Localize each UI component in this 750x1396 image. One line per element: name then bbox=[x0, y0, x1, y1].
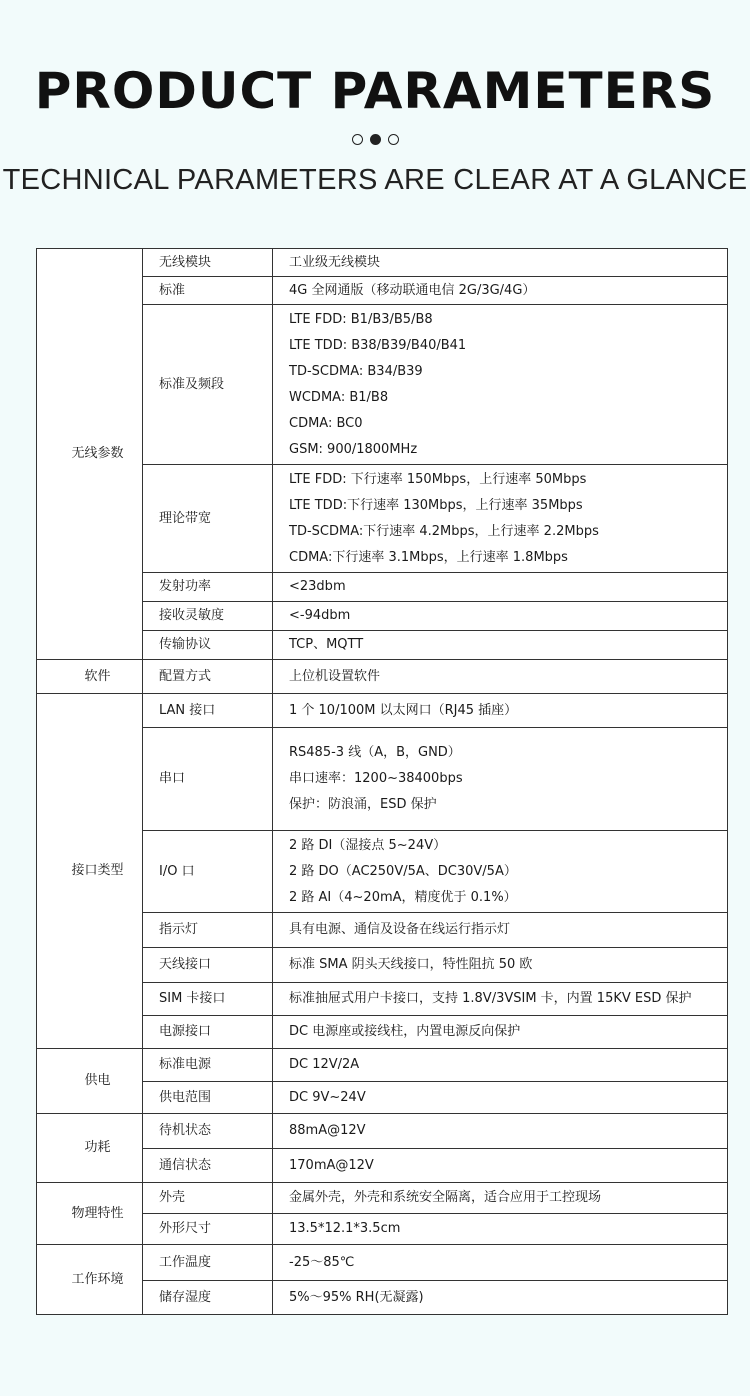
param-value-line: 1 个 10/100M 以太网口（RJ45 插座） bbox=[289, 702, 518, 718]
param-value-line: TD-SCDMA: B34/B39 bbox=[289, 363, 423, 379]
page-subtitle: TECHNICAL PARAMETERS ARE CLEAR AT A GLANCE bbox=[2, 164, 748, 196]
param-value-line: 标准抽屉式用户卡接口，支持 1.8V/3VSIM 卡，内置 15KV ESD 保护 bbox=[289, 991, 692, 1006]
param-name-cell: 配置方式 bbox=[143, 660, 273, 694]
param-value-line: 保护：防浪涌，ESD 保护 bbox=[289, 797, 437, 812]
param-name-cell: 标准及频段 bbox=[143, 305, 273, 465]
param-value-line: 金属外壳，外壳和系统安全隔离，适合应用于工控现场 bbox=[289, 1190, 602, 1205]
param-name-cell: 天线接口 bbox=[143, 948, 273, 983]
param-value-line: TCP、MQTT bbox=[289, 637, 364, 652]
param-value-line: LTE FDD: 下行速率 150Mbps，上行速率 50Mbps bbox=[289, 471, 587, 487]
param-value-cell bbox=[273, 1082, 728, 1114]
param-value-cell bbox=[273, 983, 728, 1016]
table-row bbox=[37, 1114, 728, 1149]
param-value-line: 13.5*12.1*3.5cm bbox=[289, 1221, 401, 1236]
param-value-line: 上位机设置软件 bbox=[289, 668, 381, 684]
param-name-cell: 通信状态 bbox=[143, 1149, 273, 1183]
param-value-line: 2 路 DO（AC250V/5A、DC30V/5A） bbox=[289, 863, 517, 879]
page-title: PRODUCT PARAMETERS bbox=[34, 62, 716, 120]
param-value-line: LTE TDD:下行速率 130Mbps，上行速率 35Mbps bbox=[289, 497, 583, 513]
param-value-line: DC 12V/2A bbox=[289, 1057, 360, 1072]
table-row bbox=[37, 249, 728, 277]
param-name-cell: I/O 口 bbox=[143, 831, 273, 913]
param-value-cell bbox=[273, 1016, 728, 1049]
param-value-line: CDMA: BC0 bbox=[289, 415, 363, 431]
category-cell: 物理特性 bbox=[37, 1183, 143, 1245]
param-value-line: 88mA@12V bbox=[289, 1123, 366, 1138]
param-value-line: 串口速率：1200~38400bps bbox=[289, 771, 463, 786]
param-value-line: RS485-3 线（A，B，GND） bbox=[289, 745, 461, 760]
param-value-line: TD-SCDMA:下行速率 4.2Mbps，上行速率 2.2Mbps bbox=[289, 523, 599, 539]
param-value-line: 4G 全网通版（移动联通电信 2G/3G/4G） bbox=[289, 282, 536, 298]
param-value-line: 工业级无线模块 bbox=[289, 254, 381, 270]
param-value-cell bbox=[273, 660, 728, 694]
param-value-line: LTE TDD: B38/B39/B40/B41 bbox=[289, 337, 467, 353]
param-value-cell bbox=[273, 831, 728, 913]
param-value-cell bbox=[273, 305, 728, 465]
param-name-cell: 无线模块 bbox=[143, 249, 273, 277]
param-name-cell: SIM 卡接口 bbox=[143, 983, 273, 1016]
param-value-line: <-94dbm bbox=[289, 608, 351, 623]
param-name-cell: 外壳 bbox=[143, 1183, 273, 1214]
category-cell: 工作环境 bbox=[37, 1245, 143, 1315]
param-value-cell bbox=[273, 728, 728, 831]
param-name-cell: 理论带宽 bbox=[143, 465, 273, 573]
table-row bbox=[37, 694, 728, 728]
param-name-cell: 电源接口 bbox=[143, 1016, 273, 1049]
param-value-cell bbox=[273, 1214, 728, 1245]
param-value-line: 2 路 DI（湿接点 5~24V） bbox=[289, 837, 447, 853]
param-name-cell: 供电范围 bbox=[143, 1082, 273, 1114]
param-value-cell bbox=[273, 573, 728, 602]
param-value-cell bbox=[273, 694, 728, 728]
param-name-cell: 标准 bbox=[143, 277, 273, 305]
param-value-line: 2 路 AI（4~20mA，精度优于 0.1%） bbox=[289, 889, 517, 905]
table-row bbox=[37, 660, 728, 694]
param-value-cell bbox=[273, 1114, 728, 1149]
param-value-cell bbox=[273, 913, 728, 948]
param-value-line: 170mA@12V bbox=[289, 1157, 374, 1173]
param-name-cell: 串口 bbox=[143, 728, 273, 831]
param-name-cell: 工作温度 bbox=[143, 1245, 273, 1281]
table-row bbox=[37, 1245, 728, 1281]
param-value-line: GSM: 900/1800MHz bbox=[289, 441, 418, 457]
category-cell: 接口类型 bbox=[37, 694, 143, 1049]
param-name-cell: 传输协议 bbox=[143, 631, 273, 660]
category-cell: 供电 bbox=[37, 1049, 143, 1114]
dot-icon bbox=[352, 134, 363, 145]
param-value-cell bbox=[273, 1049, 728, 1082]
param-name-cell: 待机状态 bbox=[143, 1114, 273, 1149]
param-value-line: 标准 SMA 阴头天线接口，特性阻抗 50 欧 bbox=[289, 957, 533, 972]
param-value-cell bbox=[273, 465, 728, 573]
param-name-cell: 接收灵敏度 bbox=[143, 602, 273, 631]
param-value-line: 具有电源、通信及设备在线运行指示灯 bbox=[289, 922, 511, 937]
param-value-line: -25～85℃ bbox=[289, 1254, 355, 1270]
dot-icon bbox=[388, 134, 399, 145]
param-name-cell: 发射功率 bbox=[143, 573, 273, 602]
param-value-line: 5%～95% RH(无凝露) bbox=[289, 1289, 424, 1305]
param-name-cell: LAN 接口 bbox=[143, 694, 273, 728]
param-value-cell bbox=[273, 1149, 728, 1183]
param-value-line: <23dbm bbox=[289, 579, 346, 594]
param-value-cell bbox=[273, 948, 728, 983]
category-cell: 功耗 bbox=[37, 1114, 143, 1183]
param-name-cell: 储存湿度 bbox=[143, 1281, 273, 1315]
param-name-cell: 标准电源 bbox=[143, 1049, 273, 1082]
param-value-cell bbox=[273, 277, 728, 305]
param-value-cell bbox=[273, 1281, 728, 1315]
param-value-line: LTE FDD: B1/B3/B5/B8 bbox=[289, 311, 433, 327]
dot-active-icon bbox=[370, 134, 381, 145]
category-cell: 软件 bbox=[37, 660, 143, 694]
param-value-cell bbox=[273, 249, 728, 277]
param-value-line: DC 电源座或接线柱，内置电源反向保护 bbox=[289, 1024, 521, 1039]
param-value-cell bbox=[273, 1183, 728, 1214]
param-value-cell bbox=[273, 1245, 728, 1281]
table-row bbox=[37, 1049, 728, 1082]
param-name-cell: 指示灯 bbox=[143, 913, 273, 948]
param-value-line: CDMA:下行速率 3.1Mbps，上行速率 1.8Mbps bbox=[289, 549, 568, 565]
parameters-table bbox=[36, 248, 728, 1315]
carousel-dots bbox=[0, 134, 750, 145]
param-value-cell bbox=[273, 602, 728, 631]
table-row bbox=[37, 1183, 728, 1214]
category-cell: 无线参数 bbox=[37, 249, 143, 660]
param-value-line: WCDMA: B1/B8 bbox=[289, 389, 389, 405]
param-value-cell bbox=[273, 631, 728, 660]
param-name-cell: 外形尺寸 bbox=[143, 1214, 273, 1245]
param-value-line: DC 9V~24V bbox=[289, 1089, 366, 1105]
